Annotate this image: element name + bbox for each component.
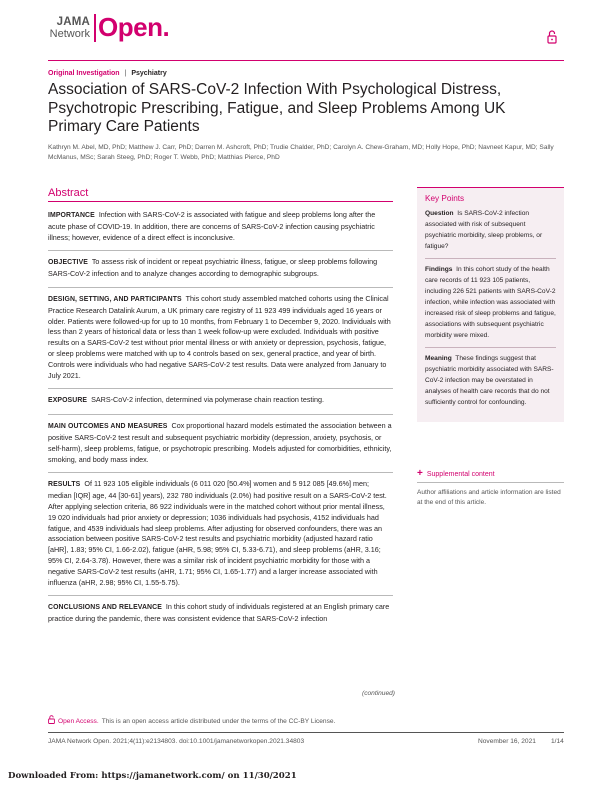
abstract-section-label: IMPORTANCE	[48, 212, 95, 219]
abstract-body	[48, 210, 393, 632]
category-separator: |	[124, 70, 127, 77]
abstract-section-label: CONCLUSIONS AND RELEVANCE	[48, 604, 162, 612]
download-stamp: Downloaded From: https://jamanetwork.com/ on 11/30/2021	[8, 771, 297, 781]
open-access-label[interactable]: Open Access.	[58, 718, 99, 725]
abstract-section-label: DESIGN, SETTING, AND PARTICIPANTS	[48, 295, 182, 303]
supplemental-content-label: Supplemental content	[426, 471, 495, 478]
key-point-text: Is SARS-CoV-2 infection associated with risk of subsequent psychiatric morbidity, sleep problems, or fatigue?	[425, 210, 543, 250]
abstract-section-text: In this cohort study of individuals registered at an English primary care practice during the pandemic, there was consistent evidence that SARS-CoV-2 infection	[48, 602, 390, 624]
logo-wordmark	[48, 16, 90, 40]
abstract-section-label: OBJECTIVE	[48, 259, 88, 267]
publication-date: November 16, 2021	[478, 738, 536, 745]
abstract-section-importance	[48, 210, 393, 250]
abstract-section-text: Infection with SARS-CoV-2 is associated with fatigue and sleep problems long after the acute phase of COVID-19. In addition, there are concerns of SARS-CoV-2 infection causing psychiatric illness; however, evidence of a direct effect is inconclusive.	[48, 210, 376, 242]
key-point-question	[425, 208, 556, 258]
key-points-box	[417, 187, 564, 422]
key-point-text: These findings suggest that psychiatric morbidity associated with SARS-CoV-2 infection may be overstated in analyses of health care records that do not sufficiently control for confounding.	[425, 355, 554, 406]
open-access-icon	[48, 715, 55, 724]
continued-note: (continued)	[362, 690, 395, 697]
logo-open-text: Open.	[98, 12, 170, 42]
abstract-section-exposure	[48, 388, 393, 414]
article-title: Association of SARS-CoV-2 Infection With Psychological Distress, Psychotropic Prescribing, Fatigue, and Sleep Problems Among UK Primary Care Patients	[48, 81, 506, 135]
key-point-label: Meaning	[425, 355, 452, 362]
abstract-section-text: To assess risk of incident or repeat psychiatric illness, fatigue, or sleep problems following SARS-CoV-2 infection and to analyze changes according to demographic subgroups.	[48, 257, 378, 279]
citation: JAMA Network Open. 2021;4(11):e2134803. doi:10.1001/jamanetworkopen.2021.34803	[48, 738, 305, 745]
abstract-section-label: EXPOSURE	[48, 397, 88, 405]
abstract-section-text: Cox proportional hazard models estimated the association between a positive SARS-CoV-2 test result and subsequent psychiatric morbidity (depression, anxiety, psychosis, or self-harm), sleep problems, fatigue, or psychotropic prescribing. Models adjusted for comorbidities, ethnicity, smoking, and body mass index.	[48, 421, 392, 464]
plus-icon: +	[417, 468, 423, 479]
footer-divider	[48, 732, 564, 733]
header-divider	[48, 60, 564, 61]
key-point-label: Findings	[425, 266, 453, 273]
abstract-section-label: MAIN OUTCOMES AND MEASURES	[48, 423, 168, 431]
article-type: Original Investigation	[48, 70, 120, 77]
abstract-heading: Abstract	[48, 187, 89, 199]
abstract-section-outcomes	[48, 414, 393, 472]
abstract-section-text: Of 11 923 105 eligible individuals (6 011 020 [50.4%] women and 5 912 085 [49.6%] men; median [IQR] age, 44 [30-61] years), 232 780 individuals (2.0%) had positive result on a SARS-CoV-2 test. After applying selection criteria, 86 922 individuals were in the matched cohort without prior mental illness, 19 020 individuals had prior anxiety or depression; 1036 individuals had psychosis, 4152 individuals had fatigue, and 4539 individuals had sleep problems. After adjusting for observed confounders, there was an association between positive SARS-CoV-2 test results and psychiatric morbidity (adjusted hazard ratio [aHR], 1.83; 95% CI, 1.66-2.02), fatigue (aHR, 5.98; 95% CI, 5.33-6.71), and sleep problems (aHR, 3.16; 95% CI, 2.64-3.78). However, there was a similar risk of incident psychiatric morbidity for those with a negative SARS-CoV-2 test results (aHR, 1.71; 95% CI, 1.65-1.77) and a larger increase associated with influenza (aHR, 2.98; 95% CI, 1.55-5.75).	[48, 479, 387, 587]
key-point-label: Question	[425, 210, 454, 217]
abstract-section-label: RESULTS	[48, 481, 81, 489]
supplemental-content-link[interactable]	[417, 468, 495, 479]
key-point-meaning	[425, 347, 556, 414]
abstract-section-conclusions	[48, 595, 393, 632]
abstract-section-objective	[48, 250, 393, 287]
article-subject: Psychiatry	[131, 70, 167, 77]
affiliations-note: Author affiliations and article information are listed at the end of this article.	[417, 489, 561, 506]
abstract-section-design	[48, 287, 393, 388]
abstract-section-results	[48, 472, 393, 595]
key-points-title: Key Points	[425, 194, 465, 203]
abstract-section-text: SARS-CoV-2 infection, determined via polymerase chain reaction testing.	[91, 395, 325, 405]
article-category	[48, 70, 167, 77]
abstract-section-text: This cohort study assembled matched cohorts using the Clinical Practice Research Datalink Aurum, a UK primary care registry of 11 923 499 individuals aged 16 years or older. Patients were followed-up for up to 10 months, from February 1 to December 9, 2020. Individuals with less than 2 years of historical data or less than 1 week follow-up were excluded. Individuals with positive results on a SARS-CoV-2 test without prior mental illness or with anxiety or depression, psychosis, fatigue, or sleep problems were matched with up to 4 controls based on sex, general practice, and year of birth. Controls were individuals who had negative SARS-CoV-2 test results. Data were analyzed from January to July 2021.	[48, 293, 391, 380]
author-list: Kathryn M. Abel, MD, PhD; Matthew J. Carr, PhD; Darren M. Ashcroft, PhD; Trudie Chalder, PhD; Carolyn A. Chew-Graham, MD; Holly Hope, PhD; Navneet Kapur, MD; Sally McManus, MSc; Sarah Steeg, PhD; Roger T. Webb, PhD; Matthias Pierce, PhD	[48, 144, 554, 161]
key-point-text: In this cohort study of the health care records of 11 923 105 patients, including 226 521 patients with SARS-CoV-2 infection, while infection was associated with increased risk of sleep problems and fatigue, associations with subsequent psychiatric morbidity were mixed.	[425, 266, 556, 339]
key-point-findings	[425, 258, 556, 347]
logo-divider	[94, 14, 96, 42]
supplemental-divider	[417, 482, 564, 483]
page-number: 1/14	[551, 738, 564, 745]
open-access-text: This is an open access article distributed under the terms of the CC-BY License.	[101, 718, 336, 725]
open-access-notice	[48, 715, 564, 725]
open-lock-icon	[547, 30, 557, 44]
abstract-divider	[48, 201, 393, 202]
logo-network-text: Network	[49, 28, 90, 40]
logo-jama-text: JAMA	[56, 16, 90, 28]
